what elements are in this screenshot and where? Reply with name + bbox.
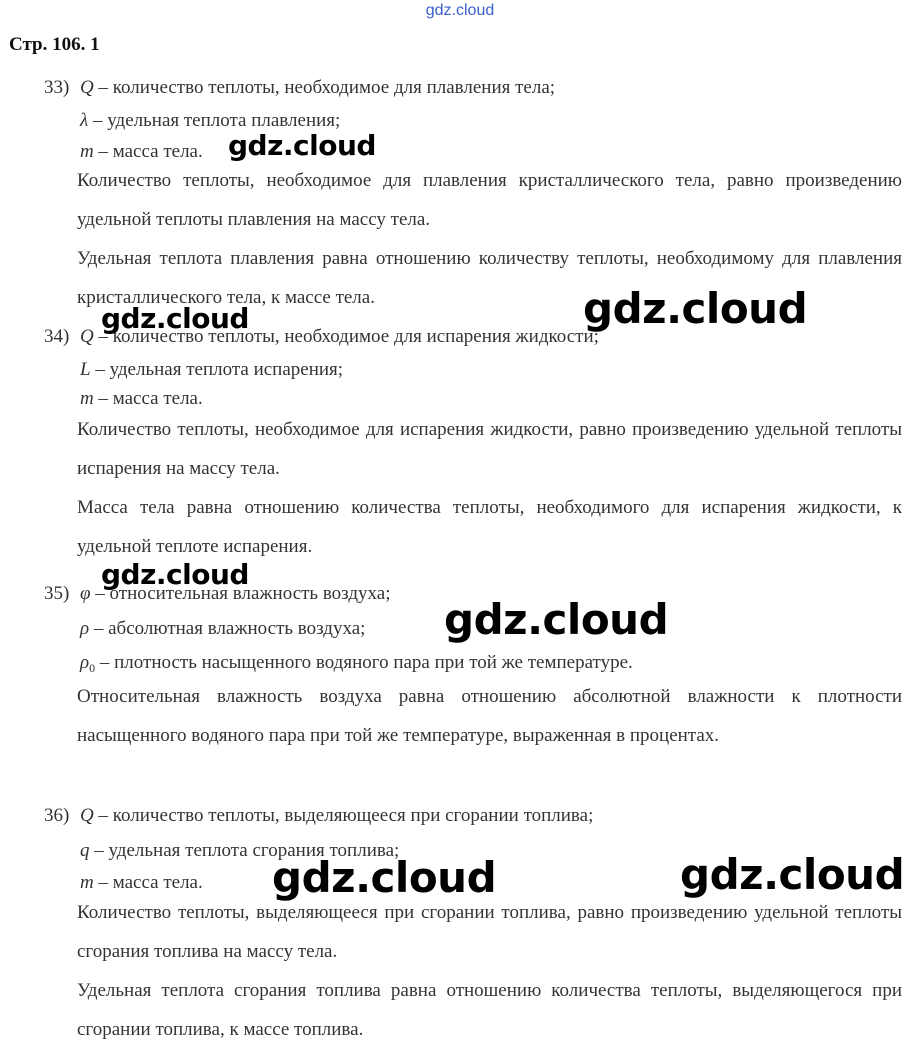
site-watermark-top: gdz.cloud bbox=[425, 2, 495, 19]
paragraph: Масса тела равна отношению количества теплоты, необходимого для испарения жидкости, к удельной теплоте испарения. bbox=[77, 497, 902, 557]
item-number-35: 35) bbox=[44, 583, 70, 604]
watermark: gdz.cloud bbox=[101, 302, 249, 335]
definition-text: – количество теплоты, необходимое для испарения жидкости; bbox=[98, 326, 599, 347]
watermark: gdz.cloud bbox=[228, 129, 376, 162]
definition-text: – абсолютная влажность воздуха; bbox=[93, 618, 366, 639]
definition-text: – масса тела. bbox=[98, 872, 203, 893]
definition-text: – масса тела. bbox=[98, 388, 203, 409]
definition-text: – удельная теплота испарения; bbox=[95, 359, 344, 380]
watermark: gdz.cloud bbox=[583, 284, 808, 333]
symbol: L bbox=[80, 359, 91, 380]
definition-line bbox=[80, 388, 203, 410]
paragraph: Относительная влажность воздуха равна отношению абсолютной влажности к плотности насыщенного водяного пара при той же температуре, выраженная в процентах. bbox=[77, 686, 902, 746]
symbol: Q bbox=[80, 805, 94, 826]
symbol: Q bbox=[80, 326, 94, 347]
symbol: ρ bbox=[80, 618, 90, 639]
symbol: λ bbox=[80, 110, 89, 131]
paragraph: Количество теплоты, необходимое для плавления кристаллического тела, равно произведению удельной теплоты плавления на массу тела. bbox=[77, 170, 902, 230]
watermark: gdz.cloud bbox=[101, 558, 249, 591]
watermark: gdz.cloud bbox=[444, 595, 669, 644]
symbol: Q bbox=[80, 77, 94, 98]
definition-line bbox=[80, 359, 343, 381]
definition-text: – количество теплоты, выделяющееся при сгорании топлива; bbox=[98, 805, 594, 826]
definition-text: – количество теплоты, необходимое для плавления тела; bbox=[98, 77, 556, 98]
definition-text: – масса тела. bbox=[98, 141, 203, 162]
definition-text: – удельная теплота сгорания топлива; bbox=[94, 840, 400, 861]
paragraph: Удельная теплота плавления равна отношению количеству теплоты, необходимому для плавления кристаллического тела, к массе тела. bbox=[77, 248, 902, 308]
symbol: φ bbox=[80, 583, 91, 604]
paragraph: Количество теплоты, выделяющееся при сгорании топлива, равно произведению удельной теплоты сгорания топлива на массу тела. bbox=[77, 902, 902, 962]
item-number-33: 33) bbox=[44, 77, 70, 98]
subscript: 0 bbox=[89, 661, 96, 675]
page-title: Стр. 106. 1 bbox=[9, 34, 100, 55]
definition-text: – удельная теплота плавления; bbox=[92, 110, 341, 131]
definition-line bbox=[80, 652, 633, 676]
paragraph: Удельная теплота сгорания топлива равна отношению количества теплоты, выделяющегося при сгорании топлива, к массе топлива. bbox=[77, 980, 902, 1040]
symbol: q bbox=[80, 840, 90, 861]
symbol: m bbox=[80, 388, 94, 409]
definition-line bbox=[80, 872, 203, 894]
item-number-34: 34) bbox=[44, 326, 70, 347]
definition-line bbox=[80, 618, 365, 640]
watermark: gdz.cloud bbox=[272, 853, 497, 902]
definition-line bbox=[80, 77, 555, 99]
definition-line bbox=[80, 141, 203, 163]
symbol: ρ bbox=[80, 652, 90, 673]
symbol: m bbox=[80, 141, 94, 162]
watermark: gdz.cloud bbox=[680, 850, 905, 899]
symbol: m bbox=[80, 872, 94, 893]
item-number-36: 36) bbox=[44, 805, 70, 826]
paragraph: Количество теплоты, необходимое для испарения жидкости, равно произведению удельной теплоты испарения на массу тела. bbox=[77, 419, 902, 479]
definition-line bbox=[80, 805, 593, 827]
definition-text: – относительная влажность воздуха; bbox=[95, 583, 391, 604]
definition-text: – плотность насыщенного водяного пара при той же температуре. bbox=[99, 652, 633, 673]
